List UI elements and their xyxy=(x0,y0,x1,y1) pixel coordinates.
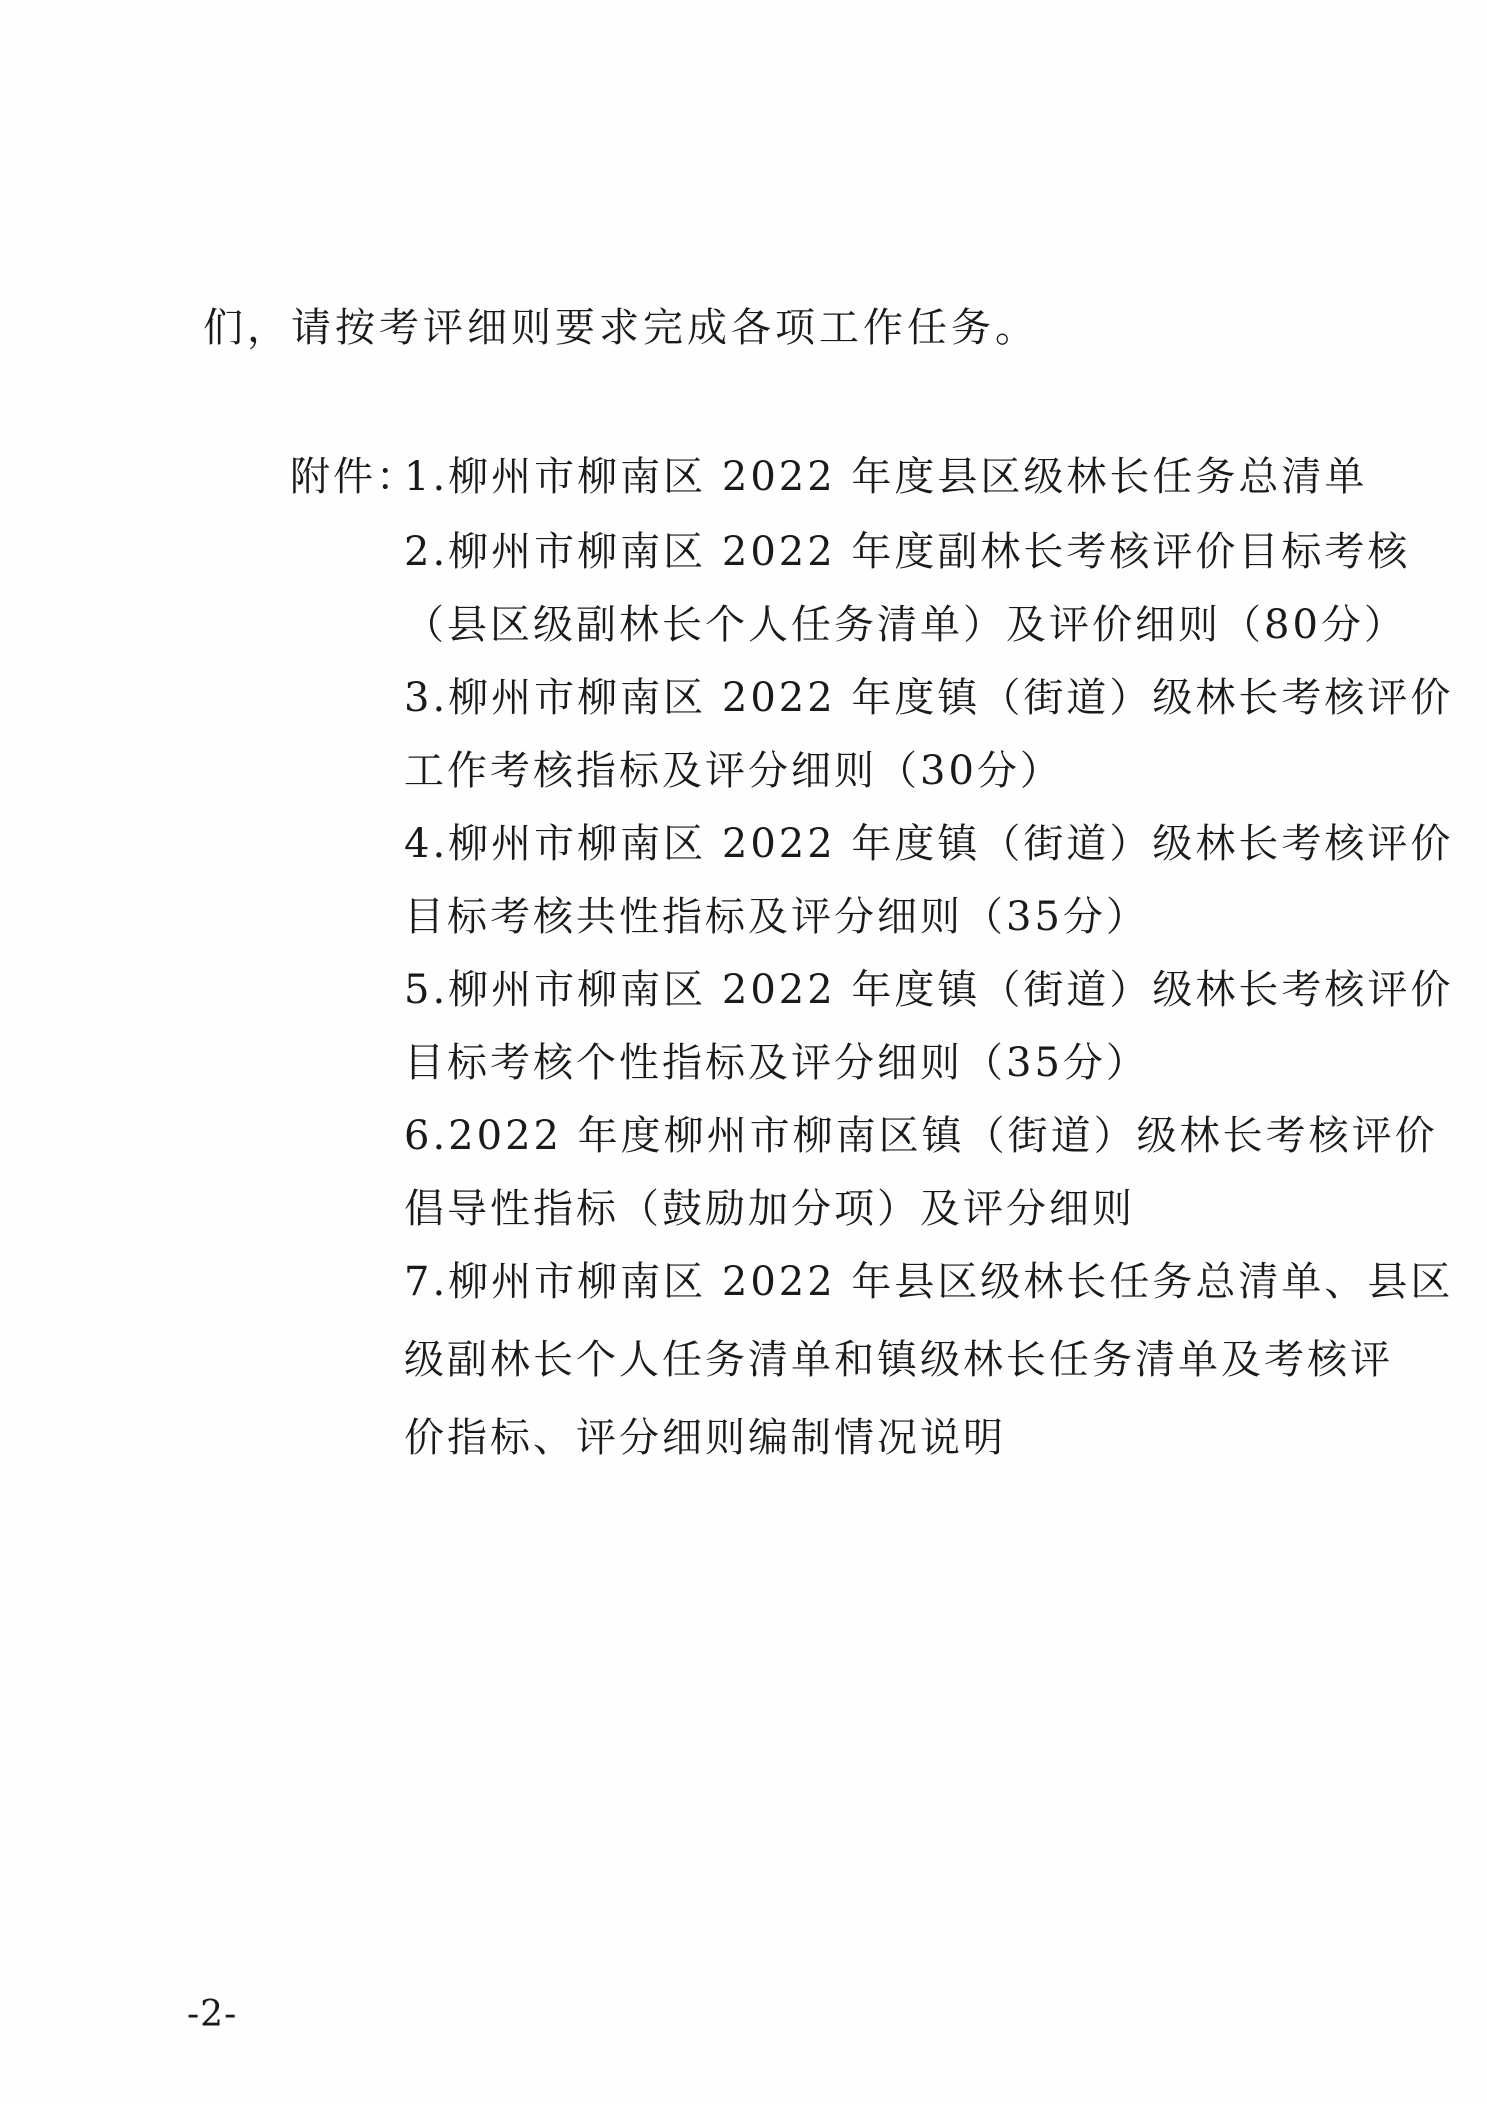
attachments-label: 附件： xyxy=(290,454,419,500)
attachment-item-2-line-2: （县区级副林长个人任务清单）及评价细则（80分） xyxy=(404,602,1407,648)
attachment-item-7-line-1: 7.柳州市柳南区 2022 年县区级林长任务总清单、县区 xyxy=(404,1259,1454,1305)
attachment-item-7-line-3: 价指标、评分细则编制情况说明 xyxy=(404,1415,1006,1461)
attachment-item-5-line-2: 目标考核个性指标及评分细则（35分） xyxy=(404,1040,1149,1086)
page-number: -2- xyxy=(187,1994,238,2035)
attachment-item-6-line-1: 6.2022 年度柳州市柳南区镇（街道）级林长考核评价 xyxy=(404,1113,1438,1159)
attachment-item-7-line-2: 级副林长个人任务清单和镇级林长任务清单及考核评 xyxy=(404,1337,1393,1383)
attachment-item-4-line-1: 4.柳州市柳南区 2022 年度镇（街道）级林长考核评价 xyxy=(404,821,1454,867)
body-text-continuation: 们，请按考评细则要求完成各项工作任务。 xyxy=(203,305,1039,351)
attachment-item-1: 1.柳州市柳南区 2022 年度县区级林长任务总清单 xyxy=(404,454,1368,500)
attachment-item-3-line-2: 工作考核指标及评分细则（30分） xyxy=(404,748,1063,794)
attachment-item-5-line-1: 5.柳州市柳南区 2022 年度镇（街道）级林长考核评价 xyxy=(404,967,1454,1013)
attachment-item-4-line-2: 目标考核共性指标及评分细则（35分） xyxy=(404,894,1149,940)
attachment-item-3-line-1: 3.柳州市柳南区 2022 年度镇（街道）级林长考核评价 xyxy=(404,675,1454,721)
attachment-item-6-line-2: 倡导性指标（鼓励加分项）及评分细则 xyxy=(404,1186,1135,1232)
attachment-item-2-line-1: 2.柳州市柳南区 2022 年度副林长考核评价目标考核 xyxy=(404,529,1411,575)
